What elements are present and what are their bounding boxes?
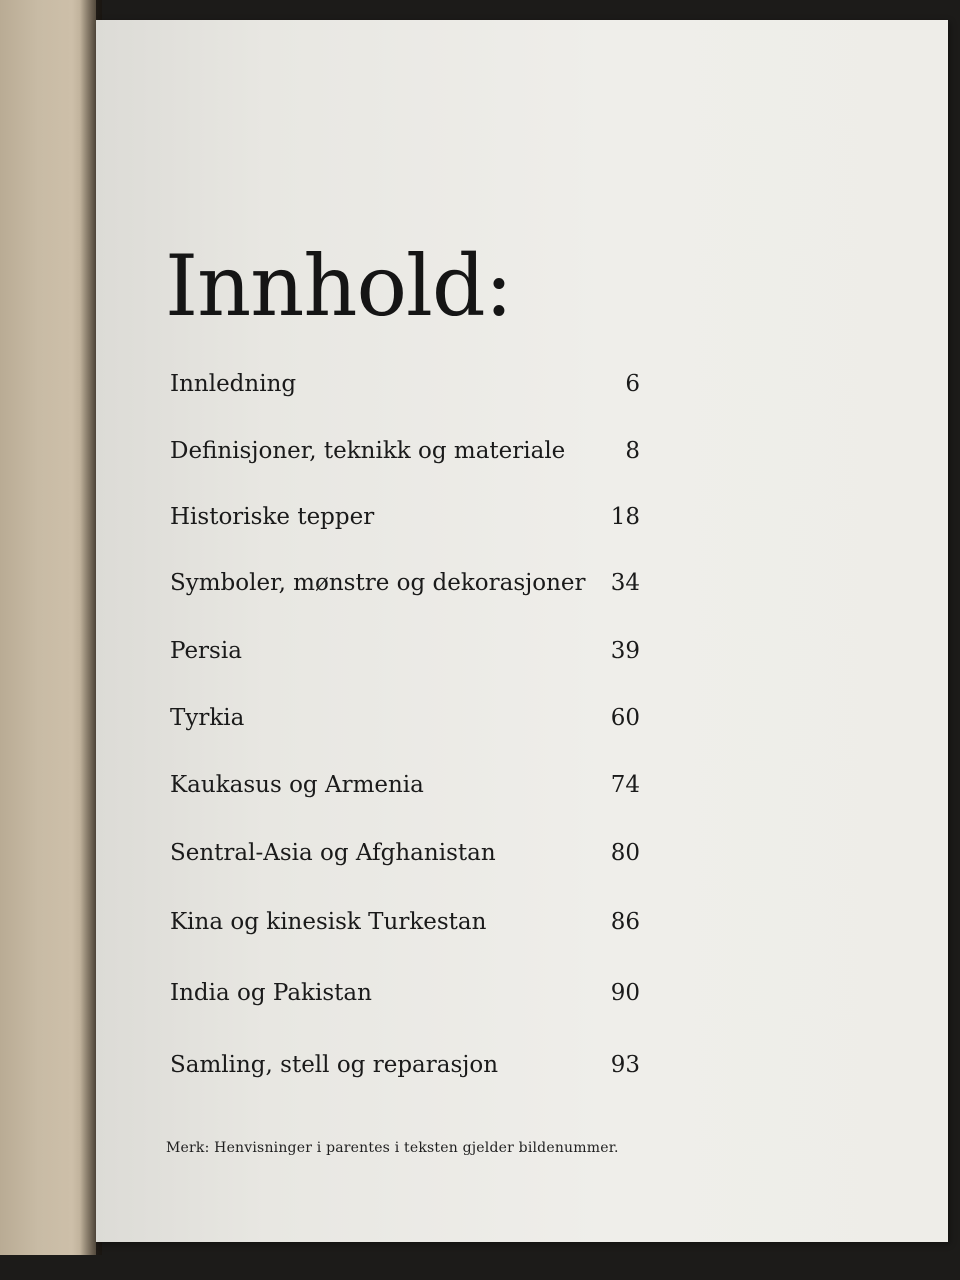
toc-entry-page: 74 — [610, 772, 640, 798]
toc-entry-page: 90 — [610, 980, 640, 1006]
toc-entry-label: Definisjoner, teknikk og materiale — [170, 438, 566, 464]
toc-entry-page: 80 — [610, 840, 640, 866]
toc-entry — [170, 902, 640, 942]
toc-entry — [170, 563, 640, 603]
toc-entry-page: 93 — [610, 1052, 640, 1078]
footnote: Merk: Henvisninger i parentes i teksten gjelder bildenummer. — [166, 1140, 619, 1156]
toc-entry-page: 39 — [610, 638, 640, 664]
page-title: Innhold: — [165, 237, 512, 335]
toc-entry — [170, 833, 640, 873]
toc-entry-page: 86 — [610, 909, 640, 935]
toc-entry — [170, 497, 640, 537]
toc-entry-label: Tyrkia — [170, 705, 245, 731]
toc-entry — [170, 631, 640, 671]
toc-entry-label: Sentral-Asia og Afghanistan — [170, 840, 496, 866]
toc-entry — [170, 364, 640, 404]
toc-entry-label: India og Pakistan — [170, 980, 372, 1006]
toc-entry-label: Kaukasus og Armenia — [170, 772, 424, 798]
toc-entry-page: 60 — [610, 705, 640, 731]
toc-entry — [170, 765, 640, 805]
toc-entry — [170, 698, 640, 738]
toc-entry-label: Kina og kinesisk Turkestan — [170, 909, 487, 935]
toc-entry-page: 34 — [610, 570, 640, 596]
toc-entry-label: Historiske tepper — [170, 504, 375, 530]
toc-entry-page: 8 — [625, 438, 640, 464]
toc-entry-label: Persia — [170, 638, 242, 664]
toc-entry — [170, 973, 640, 1013]
toc-entry — [170, 1045, 640, 1085]
toc-entry-page: 18 — [610, 504, 640, 530]
toc-entry-page: 6 — [625, 371, 640, 397]
toc-entry-label: Innledning — [170, 371, 297, 397]
toc-entry-label: Samling, stell og reparasjon — [170, 1052, 499, 1078]
toc-entry-label: Symboler, mønstre og dekorasjoner — [170, 570, 586, 596]
toc-entry — [170, 431, 640, 471]
